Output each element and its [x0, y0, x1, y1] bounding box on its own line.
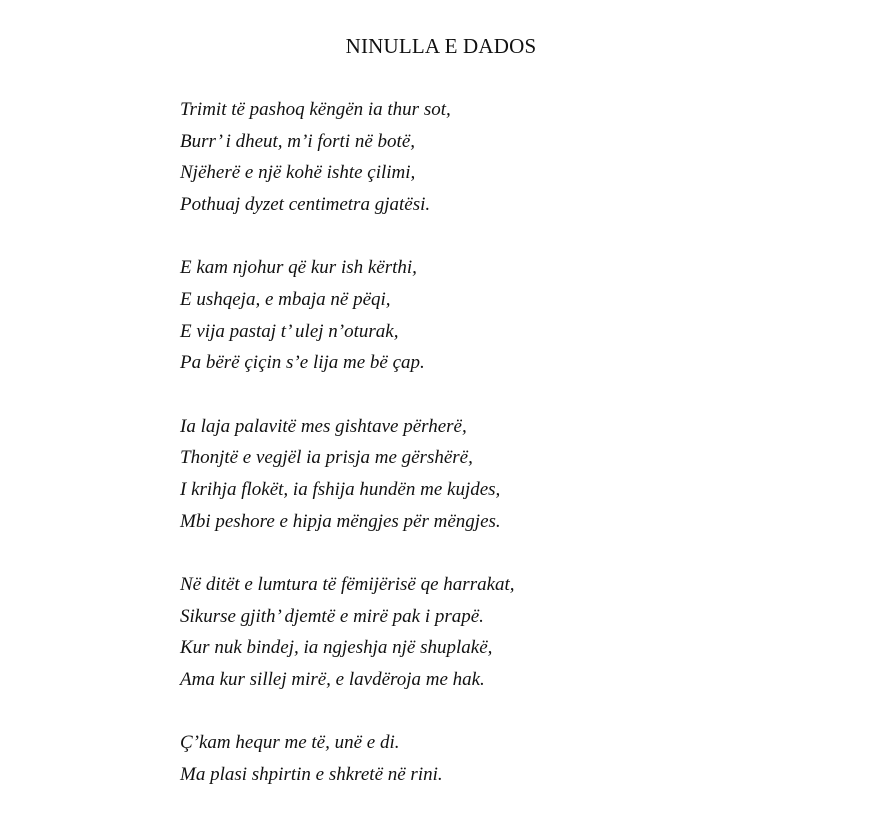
poem-line: Në ditët e lumtura të fëmijërisë qe harrakat, [180, 573, 515, 595]
stanza-4 [180, 569, 515, 696]
poem-title: NINULLA E DADOS [345, 34, 537, 58]
poem-body [180, 94, 515, 791]
poem-line: Ç’kam hequr me të, unë e di. [180, 732, 400, 754]
poem-line: E kam njohur që kur ish kërthi, [180, 257, 417, 279]
stanza-2 [180, 252, 515, 379]
stanza-1 [180, 94, 515, 221]
poem-line: Pa bërë çiçin s’e lija me bë çap. [180, 352, 425, 374]
poem-line: E ushqeja, e mbaja në pëqi, [180, 289, 391, 311]
poem-line: Ia laja palavitë mes gishtave përherë, [180, 415, 467, 437]
poem-line: E vija pastaj t’ ulej n’oturak, [180, 320, 399, 342]
poem-line: Thonjtë e vegjël ia prisja me gërshërë, [180, 447, 473, 469]
poem-line: Pothuaj dyzet centimetra gjatësi. [180, 194, 431, 216]
poem-line: Njëherë e një kohë ishte çilimi, [180, 162, 416, 184]
stanza-5 [180, 727, 515, 790]
poem-line: Mbi peshore e hipja mëngjes për mëngjes. [180, 510, 501, 532]
poem-line: Burr’ i dheut, m’i forti në botë, [180, 130, 416, 152]
stanza-3 [180, 411, 515, 538]
poem-line: Sikurse gjith’ djemtë e mirë pak i prapë. [180, 605, 484, 627]
poem-line: Ama kur sillej mirë, e lavdëroja me hak. [180, 669, 485, 691]
poem-line: I krihja flokët, ia fshija hundën me kujdes, [180, 479, 501, 501]
poem-line: Kur nuk bindej, ia ngjeshja një shuplakë, [180, 637, 493, 659]
poem-line: Trimit të pashoq këngën ia thur sot, [180, 99, 451, 120]
poem-line: Ma plasi shpirtin e shkretë në rini. [180, 763, 443, 785]
